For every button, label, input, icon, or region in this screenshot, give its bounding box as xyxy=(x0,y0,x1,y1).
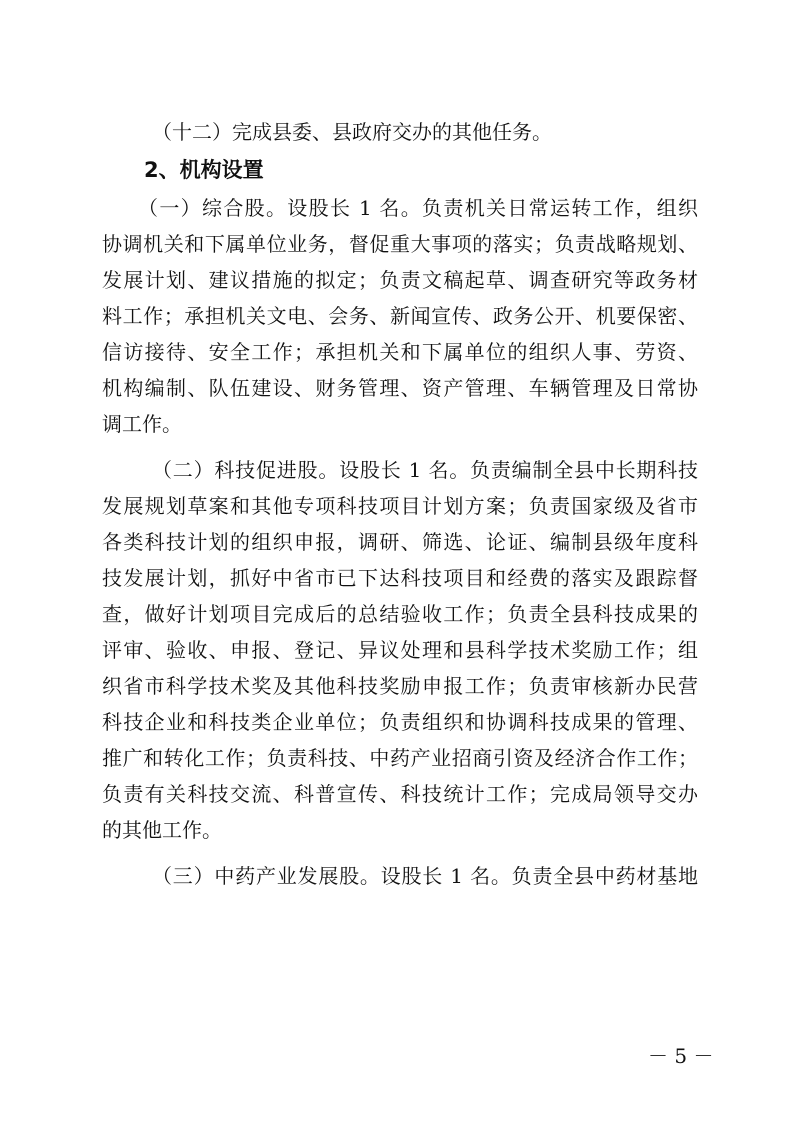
paragraph-general-section-line: 信访接待、安全工作；承担机关和下属单位的组织人事、劳资、 xyxy=(102,340,698,364)
paragraph-general-section-line: （一）综合股。设股长 1 名。负责机关日常运转工作，组织 xyxy=(138,196,698,220)
section-heading: 2、机构设置 xyxy=(144,158,264,182)
paragraph-tech-promotion-line: 推广和转化工作；负责科技、中药产业招商引资及经济合作工作； xyxy=(102,746,698,770)
paragraph-general-section-line: 协调机关和下属单位业务，督促重大事项的落实；负责战略规划、 xyxy=(102,232,698,256)
paragraph-general-section-line: 机构编制、队伍建设、财务管理、资产管理、车辆管理及日常协 xyxy=(102,376,698,400)
document-body xyxy=(102,114,698,894)
paragraph-general-section-line: 调工作。 xyxy=(102,412,182,436)
paragraph-tech-promotion-line: （二）科技促进股。设股长 1 名。负责编制全县中长期科技 xyxy=(152,458,698,482)
paragraph-tech-promotion-line: 各类科技计划的组织申报，调研、筛选、论证、编制县级年度科 xyxy=(102,530,698,554)
paragraph-tech-promotion-line: 发展规划草案和其他专项科技项目计划方案；负责国家级及省市 xyxy=(102,494,698,518)
paragraph-tech-promotion-line: 负责有关科技交流、科普宣传、科技统计工作；完成局领导交办 xyxy=(102,782,698,806)
paragraph-tech-promotion-line: 查，做好计划项目完成后的总结验收工作；负责全县科技成果的 xyxy=(102,602,698,626)
paragraph-tech-promotion-line: 的其他工作。 xyxy=(102,818,222,842)
paragraph-tech-promotion-line: 织省市科学技术奖及其他科技奖励申报工作；负责审核新办民营 xyxy=(102,674,698,698)
page-number: － 5 － xyxy=(648,1044,714,1068)
paragraph-tech-promotion-line: 技发展计划，抓好中省市已下达科技项目和经费的落实及跟踪督 xyxy=(102,566,698,590)
paragraph-task-12: （十二）完成县委、县政府交办的其他任务。 xyxy=(152,120,552,144)
paragraph-general-section-line: 发展计划、建议措施的拟定；负责文稿起草、调查研究等政务材 xyxy=(102,268,698,292)
paragraph-tech-promotion-line: 评审、验收、申报、登记、异议处理和县科学技术奖励工作；组 xyxy=(102,638,698,662)
paragraph-tech-promotion-line: 科技企业和科技类企业单位；负责组织和协调科技成果的管理、 xyxy=(102,710,698,734)
paragraph-general-section-line: 料工作；承担机关文电、会务、新闻宣传、政务公开、机要保密、 xyxy=(102,304,698,328)
paragraph-tcm-industry-line: （三）中药产业发展股。设股长 1 名。负责全县中药材基地 xyxy=(152,864,698,888)
